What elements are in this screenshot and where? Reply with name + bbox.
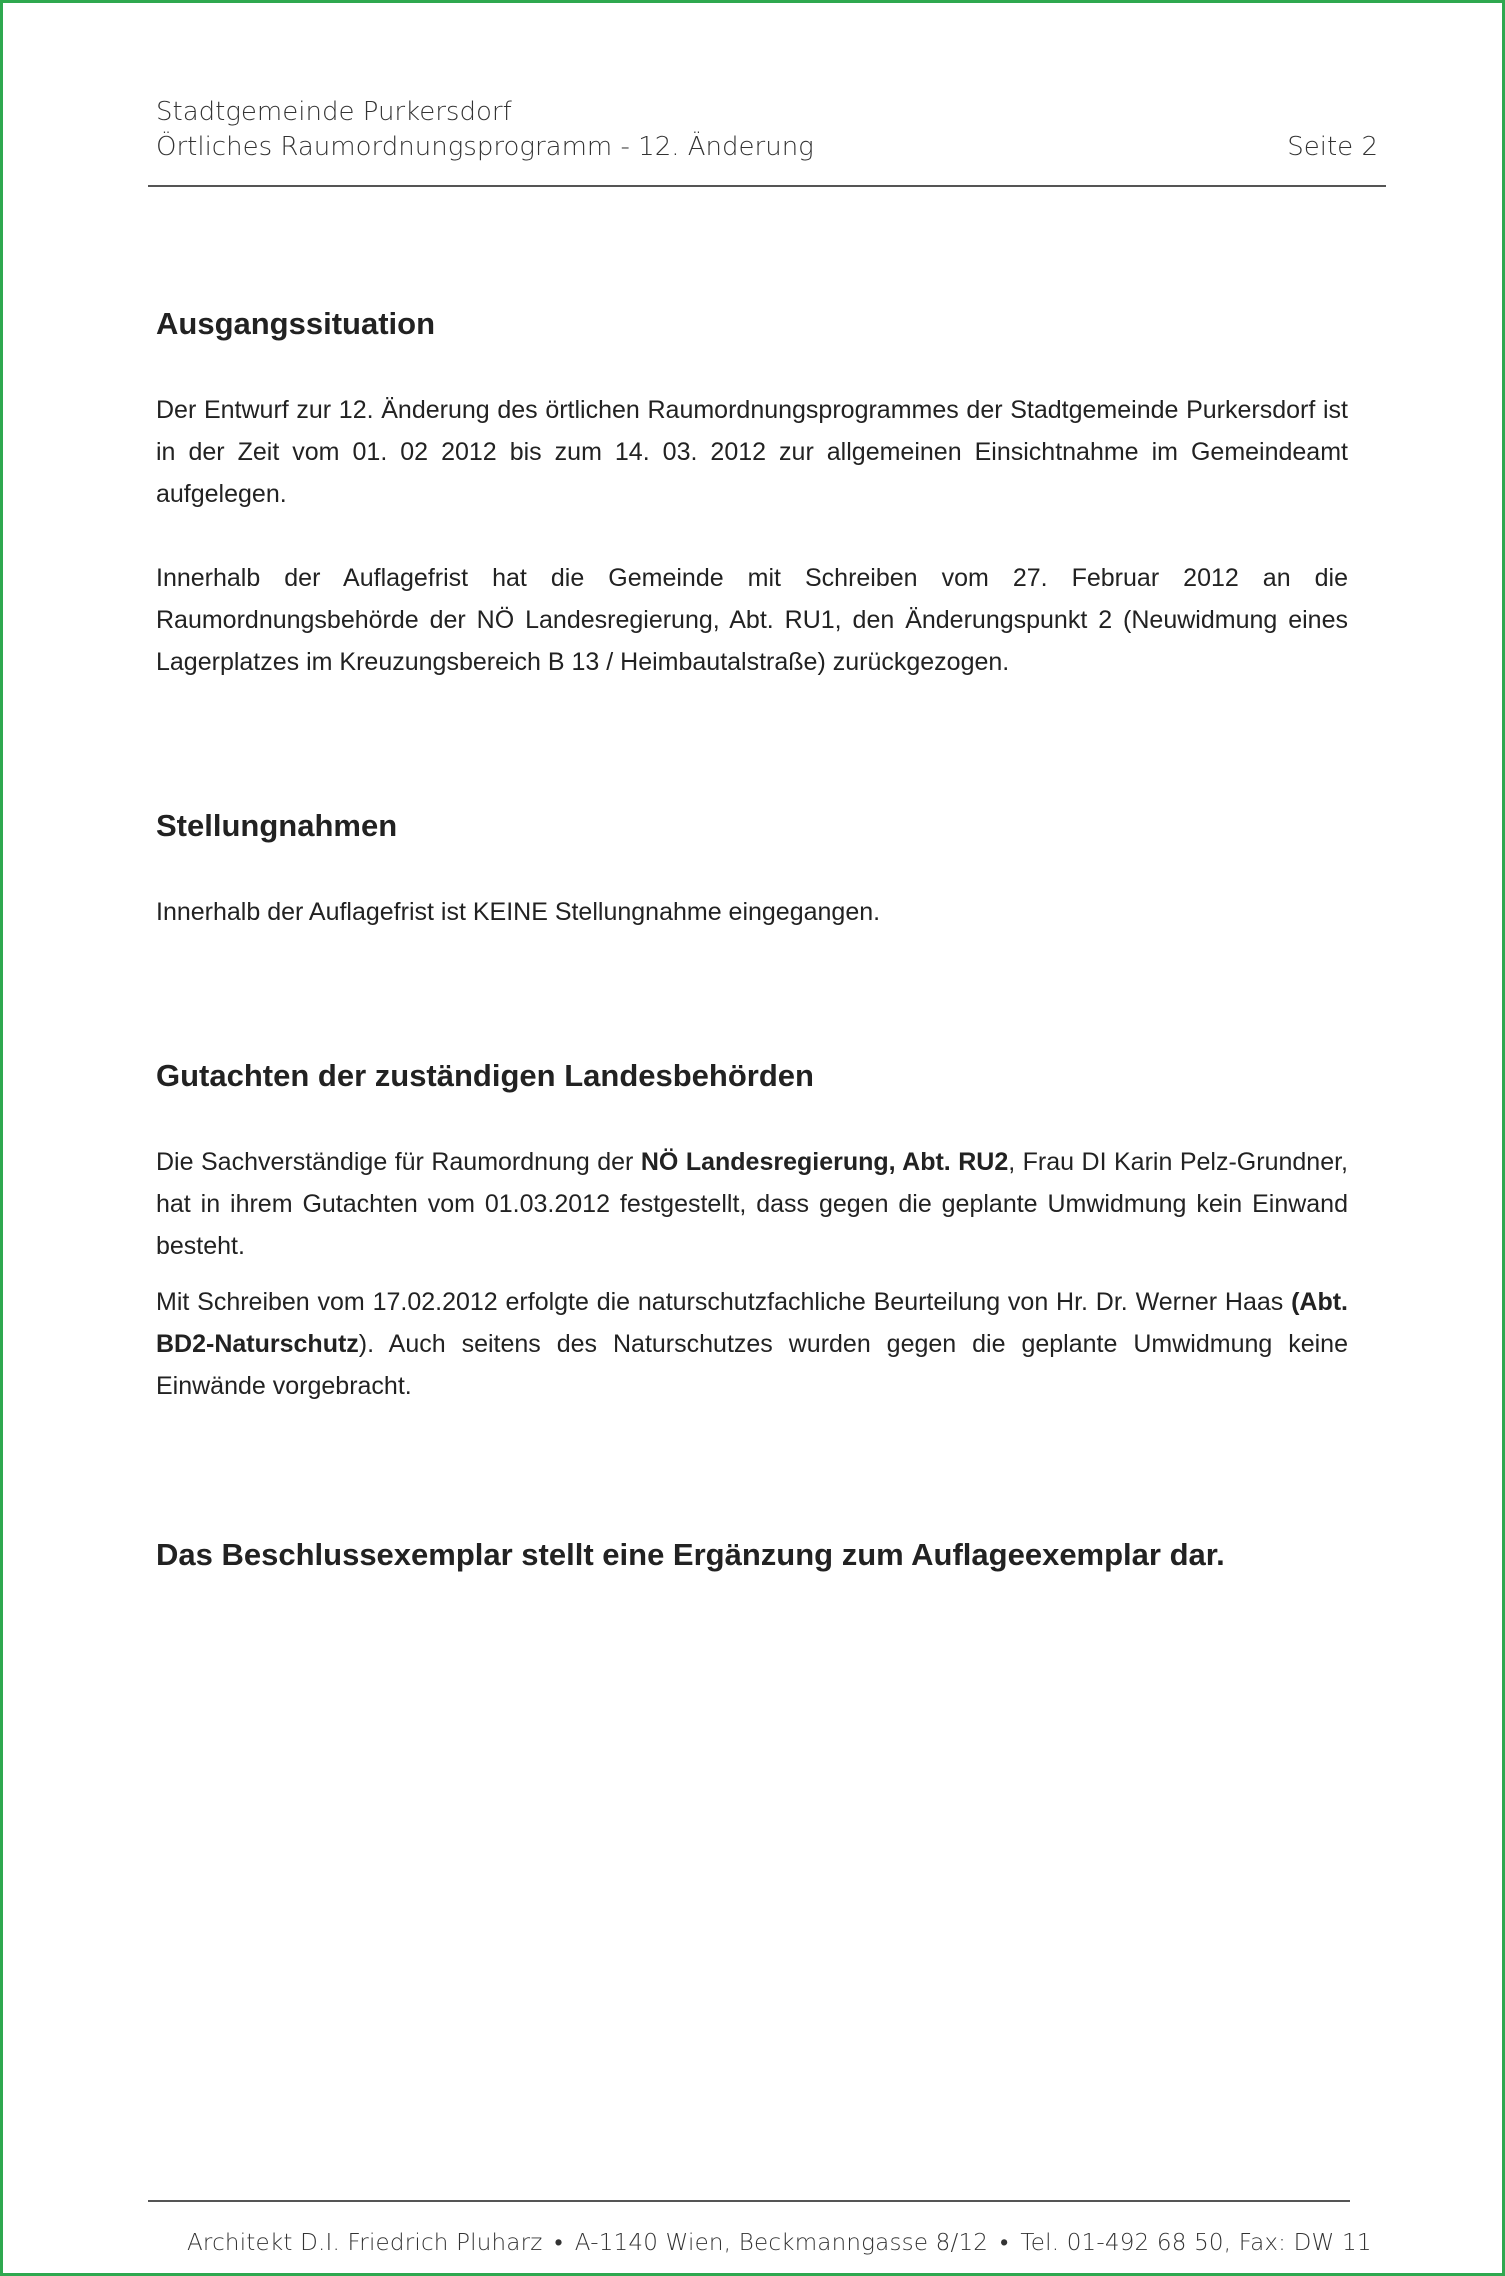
text-segment: Die Sachverständige für Raumordnung der xyxy=(156,1148,641,1176)
paragraph-auflagefrist: Innerhalb der Auflagefrist hat die Gemeinde mit Schreiben vom 27. Februar 2012 an die Raumordnungsbehörde der NÖ Landesregierung, Abt. RU1, den Änderungspunkt 2 (Neuwidmung eines Lagerplatzes im Kreuzungsbereich B 13 / Heimbautalstraße) zurückgezogen. xyxy=(156,564,1348,676)
header-program-title: Örtliches Raumordnungsprogramm - 12. Änderung xyxy=(156,132,814,162)
paragraph-entwurf: Der Entwurf zur 12. Änderung des örtlichen Raumordnungsprogrammes der Stadtgemeinde Purkersdorf ist in der Zeit vom 01. 02 2012 bis zum 14. 03. 2012 zur allgemeinen Einsichtnahme im Gemeindeamt aufgelegen. xyxy=(156,396,1348,508)
page-header xyxy=(156,95,1386,165)
text-segment: , Frau DI Karin Pelz-Grundner, hat in ihrem Gutachten vom 01.03.2012 festgestellt, dass gegen die geplante Umwidmung kein Einwand besteht. xyxy=(156,1148,1348,1260)
page-footer xyxy=(187,2229,1372,2256)
header-municipality: Stadtgemeinde Purkersdorf xyxy=(156,97,512,127)
heading-stellungnahmen: Stellungnahmen xyxy=(156,808,398,843)
footer-separator: • xyxy=(1000,2230,1009,2256)
paragraph-stellungnahmen: Innerhalb der Auflagefrist ist KEINE Stellungnahme eingegangen. xyxy=(156,898,881,926)
text-bold-department: (Abt. BD2-Naturschutz xyxy=(156,1288,1348,1358)
document-body xyxy=(156,303,1348,1575)
page-number: Seite 2 xyxy=(1287,132,1378,162)
paragraph-gutachten-raumordnung xyxy=(156,1141,1348,1267)
heading-ausgangssituation: Ausgangssituation xyxy=(156,306,436,341)
heading-gutachten: Gutachten der zuständigen Landesbehörden xyxy=(156,1058,814,1093)
paragraph-gutachten-naturschutz xyxy=(156,1281,1348,1407)
header-divider xyxy=(148,185,1386,187)
footer-divider xyxy=(148,2200,1350,2202)
footer-contact: Tel. 01-492 68 50, Fax: DW 11 xyxy=(1020,2230,1372,2256)
text-bold-authority: NÖ Landesregierung, Abt. RU2 xyxy=(640,1148,1009,1176)
text-segment: ). Auch seitens des Naturschutzes wurden gegen die geplante Umwidmung keine Einwände vorgebracht. xyxy=(156,1330,1348,1400)
footer-address: A-1140 Wien, Beckmanngasse 8/12 xyxy=(574,2230,989,2256)
closing-statement: Das Beschlussexemplar stellt eine Ergänzung zum Auflageexemplar dar. xyxy=(156,1537,1225,1572)
footer-separator: • xyxy=(554,2230,563,2256)
text-segment: Mit Schreiben vom 17.02.2012 erfolgte die naturschutzfachliche Beurteilung von Hr. Dr. Werner Haas xyxy=(156,1288,1292,1316)
footer-architect: Architekt D.I. Friedrich Pluharz xyxy=(187,2230,543,2256)
